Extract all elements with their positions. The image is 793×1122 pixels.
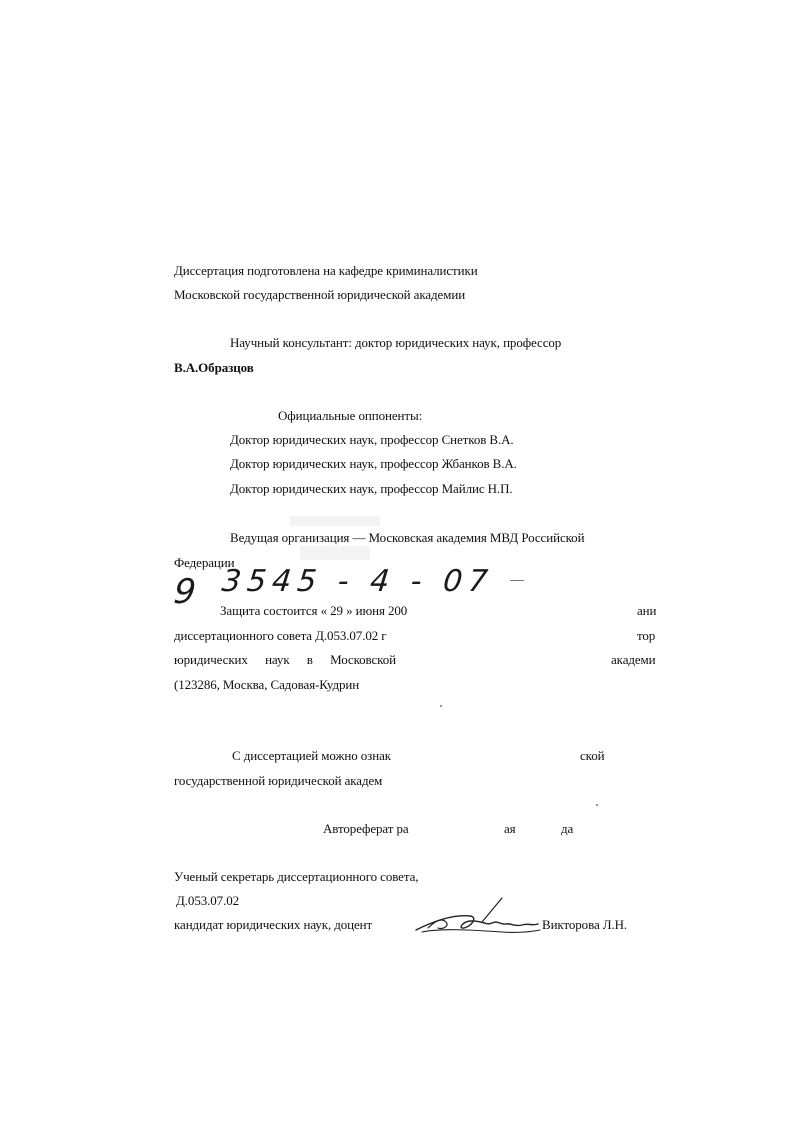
opponent-3: Доктор юридических наук, профессор Майлис Н.П.: [230, 481, 513, 496]
defense-line-4: (123286, Москва, Садовая-Кудрин: [174, 677, 360, 692]
defense-word-1: юридических: [174, 652, 248, 667]
scan-speck: [440, 705, 442, 707]
secretary-name: Викторова Л.Н.: [542, 917, 628, 932]
abstract-mid: ая: [504, 821, 516, 836]
defense-line-3-left: [174, 652, 396, 668]
lead-org-line-1: Ведущая организация — Московская академия МВД Российской: [230, 530, 585, 545]
consultant-label: Научный консультант: доктор юридических наук, профессор: [230, 335, 562, 350]
defense-line-1-right: ани: [637, 603, 657, 618]
defense-word-2: наук: [265, 652, 290, 667]
defense-word-3: в: [306, 652, 313, 667]
defense-line-3-right: академи: [611, 652, 656, 667]
signature-image: [412, 892, 552, 942]
lead-org-line-2: Федерации: [174, 555, 235, 570]
library-line-1-left: С диссертацией можно ознак: [232, 748, 391, 763]
header-line-2: Московской государственной юридической академии: [174, 287, 466, 302]
opponent-1: Доктор юридических наук, профессор Снетков В.А.: [230, 432, 514, 447]
faded-stamp-middle: [300, 546, 370, 560]
secretary-line-1: Ученый секретарь диссертационного совета,: [174, 869, 419, 884]
handwritten-mark: 9: [171, 572, 204, 612]
scan-speck-2: [596, 804, 598, 806]
secretary-line-3: кандидат юридических наук, доцент: [174, 917, 373, 932]
opponent-2: Доктор юридических наук, профессор Жбанков В.А.: [230, 456, 517, 471]
opponents-title: Официальные оппоненты:: [278, 408, 423, 423]
handwritten-registration-number: 3545 - 4 - 07: [220, 564, 496, 599]
library-line-2: государственной юридической академ: [174, 773, 383, 788]
defense-line-2-right: тор: [637, 628, 656, 643]
defense-word-4: Московской: [330, 652, 396, 667]
scan-dash: [510, 580, 524, 581]
defense-line-2-left: диссертационного совета Д.053.07.02 г: [174, 628, 387, 643]
secretary-line-2: Д.053.07.02: [176, 893, 240, 908]
defense-line-1-left: Защита состоится « 29 » июня 200: [220, 603, 408, 618]
consultant-name: В.А.Образцов: [174, 360, 254, 375]
library-line-1-right: ской: [580, 748, 605, 763]
abstract-left: Автореферат ра: [323, 821, 409, 836]
faded-stamp-top: [290, 516, 380, 526]
abstract-right: да: [561, 821, 574, 836]
header-line-1: Диссертация подготовлена на кафедре криминалистики: [174, 263, 478, 278]
